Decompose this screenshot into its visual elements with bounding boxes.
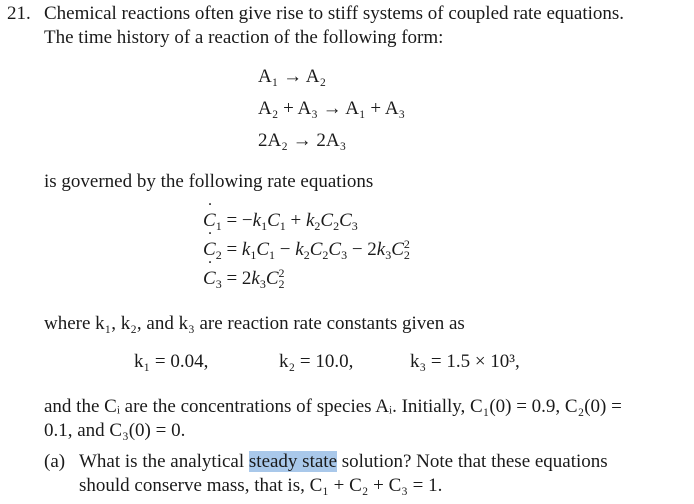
- concentration-line-1: and the Cᵢ are the concentrations of species Aᵢ. Initially, C₁(0) = 0.9, C₂(0) =: [44, 396, 622, 417]
- part-a-text-after: solution? Note that these equations: [341, 451, 608, 472]
- rate-equation-2: ˙ $C_2 = k_1C_1 - k_2C_2C_3 - 2k_3C^2_2$: [203, 239, 410, 261]
- reaction-3: 2A₂ → 2A₃: [258, 130, 347, 151]
- constant-k1: k₁ = 0.04,: [134, 351, 209, 372]
- part-a-text-before: What is the analytical: [79, 451, 245, 472]
- intro-line-1: Chemical reactions often give rise to stiff systems of coupled rate equations.: [44, 3, 625, 24]
- where-text: where k₁, k₂, and k₃ are reaction rate constants given as: [44, 313, 465, 334]
- problem-number: 21.: [7, 3, 31, 24]
- intro-line-2: The time history of a reaction of the following form:: [44, 27, 444, 48]
- reaction-1: A₁ → A₂: [258, 66, 327, 87]
- part-a-line-2: should conserve mass, that is, C₁ + C₂ + C₃ = 1.: [79, 475, 443, 496]
- part-a-line-1: [79, 451, 673, 473]
- part-a-label: (a): [44, 451, 66, 472]
- highlighted-text[interactable]: steady state: [248, 451, 337, 472]
- governed-text: is governed by the following rate equations: [44, 171, 374, 192]
- constant-k3: k₃ = 1.5 × 10³,: [410, 351, 520, 372]
- rate-equation-1: ˙ $C_1 = -k_1C_1 + k_2C_2C_3$: [203, 210, 358, 232]
- rate-equation-3: ˙ $C_3 = 2k_3C^2_2$: [203, 268, 285, 290]
- reaction-2: A₂ + A₃ → A₁ + A₃: [258, 98, 406, 119]
- constant-k2: k₂ = 10.0,: [279, 351, 354, 372]
- concentration-line-2: 0.1, and C₃(0) = 0.: [44, 420, 186, 441]
